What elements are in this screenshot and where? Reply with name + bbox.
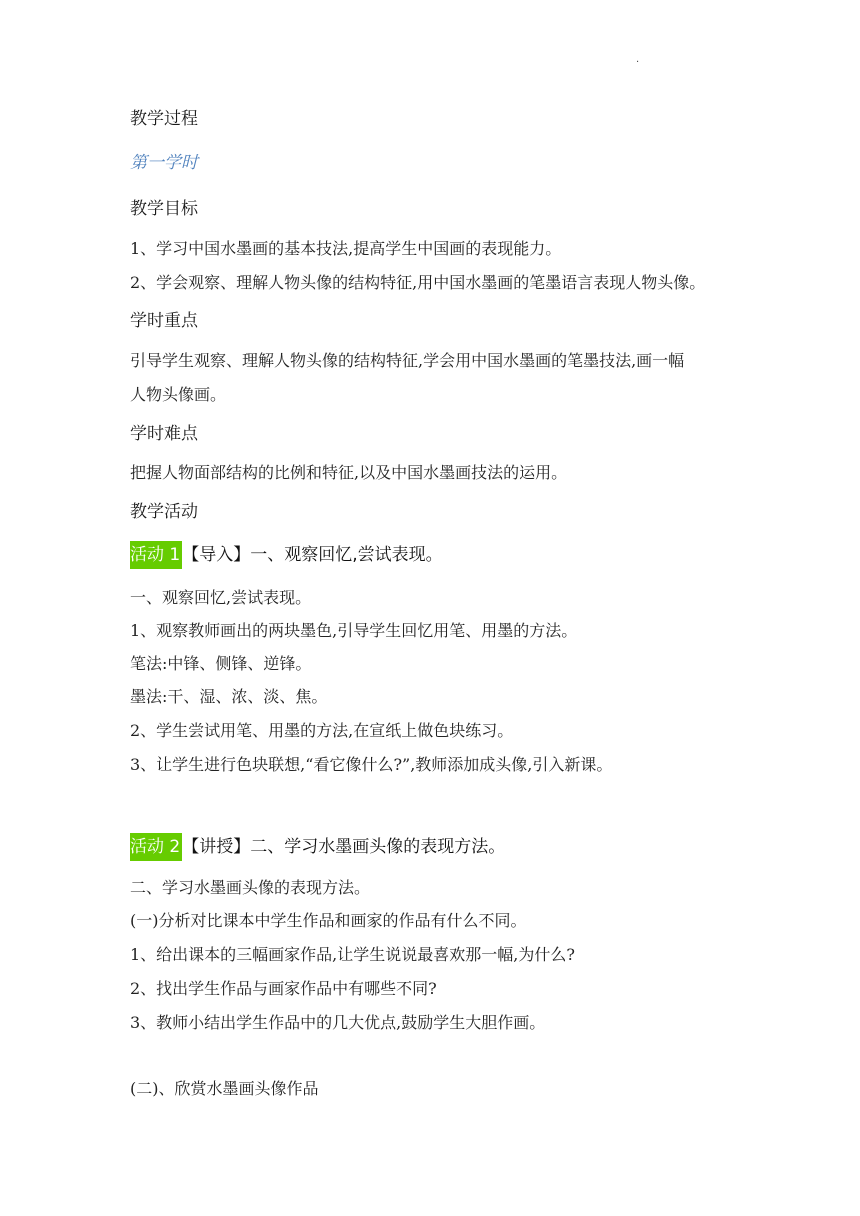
first-period-heading: 第一学时 [130, 153, 198, 173]
key-point-line-2: 人物头像画。 [130, 385, 227, 404]
activity-2-line: 3、教师小结出学生作品中的几大优点,鼓励学生大胆作画。 [130, 1013, 546, 1032]
subsection-appreciation: (二)、欣赏水墨画头像作品 [130, 1079, 319, 1098]
activity-1-line: 1、观察教师画出的两块墨色,引导学生回忆用笔、用墨的方法。 [130, 621, 578, 640]
activity-1-tag: 活动 1 [130, 541, 182, 569]
activity-1-line: 墨法:干、湿、浓、淡、焦。 [130, 687, 328, 706]
heading-teaching-activities: 教学活动 [130, 502, 198, 522]
activity-2-tag: 活动 2 [130, 833, 182, 861]
activity-2-title: 【讲授】二、学习水墨画头像的表现方法。 [182, 837, 506, 857]
activity-1-heading [130, 541, 443, 569]
goal-item-1: 1、学习中国水墨画的基本技法,提高学生中国画的表现能力。 [130, 239, 562, 258]
goal-item-2: 2、学会观察、理解人物头像的结构特征,用中国水墨画的笔墨语言表现人物头像。 [130, 273, 706, 292]
activity-2-line: 1、给出课本的三幅画家作品,让学生说说最喜欢那一幅,为什么? [130, 945, 575, 964]
difficulty-text: 把握人物面部结构的比例和特征,以及中国水墨画技法的运用。 [130, 463, 568, 482]
key-point-line-1: 引导学生观察、理解人物头像的结构特征,学会用中国水墨画的笔墨技法,画一幅 [130, 351, 685, 370]
header-dot: . [636, 54, 640, 65]
activity-2-line: (一)分析对比课本中学生作品和画家的作品有什么不同。 [130, 911, 527, 930]
activity-1-line: 笔法:中锋、侧锋、逆锋。 [130, 654, 312, 673]
activity-2-heading [130, 833, 505, 861]
activity-2-line: 二、学习水墨画头像的表现方法。 [130, 878, 371, 897]
heading-key-point: 学时重点 [130, 311, 198, 331]
activity-1-line: 一、观察回忆,尝试表现。 [130, 588, 312, 607]
activity-2-line: 2、找出学生作品与画家作品中有哪些不同? [130, 979, 437, 998]
activity-1-title: 【导入】一、观察回忆,尝试表现。 [182, 545, 443, 565]
heading-teaching-goals: 教学目标 [130, 199, 198, 219]
heading-difficulty: 学时难点 [130, 424, 198, 444]
activity-1-line: 2、学生尝试用笔、用墨的方法,在宣纸上做色块练习。 [130, 721, 514, 740]
heading-teaching-process: 教学过程 [130, 109, 198, 129]
activity-1-line: 3、让学生进行色块联想,“看它像什么?”,教师添加成头像,引入新课。 [130, 755, 613, 774]
